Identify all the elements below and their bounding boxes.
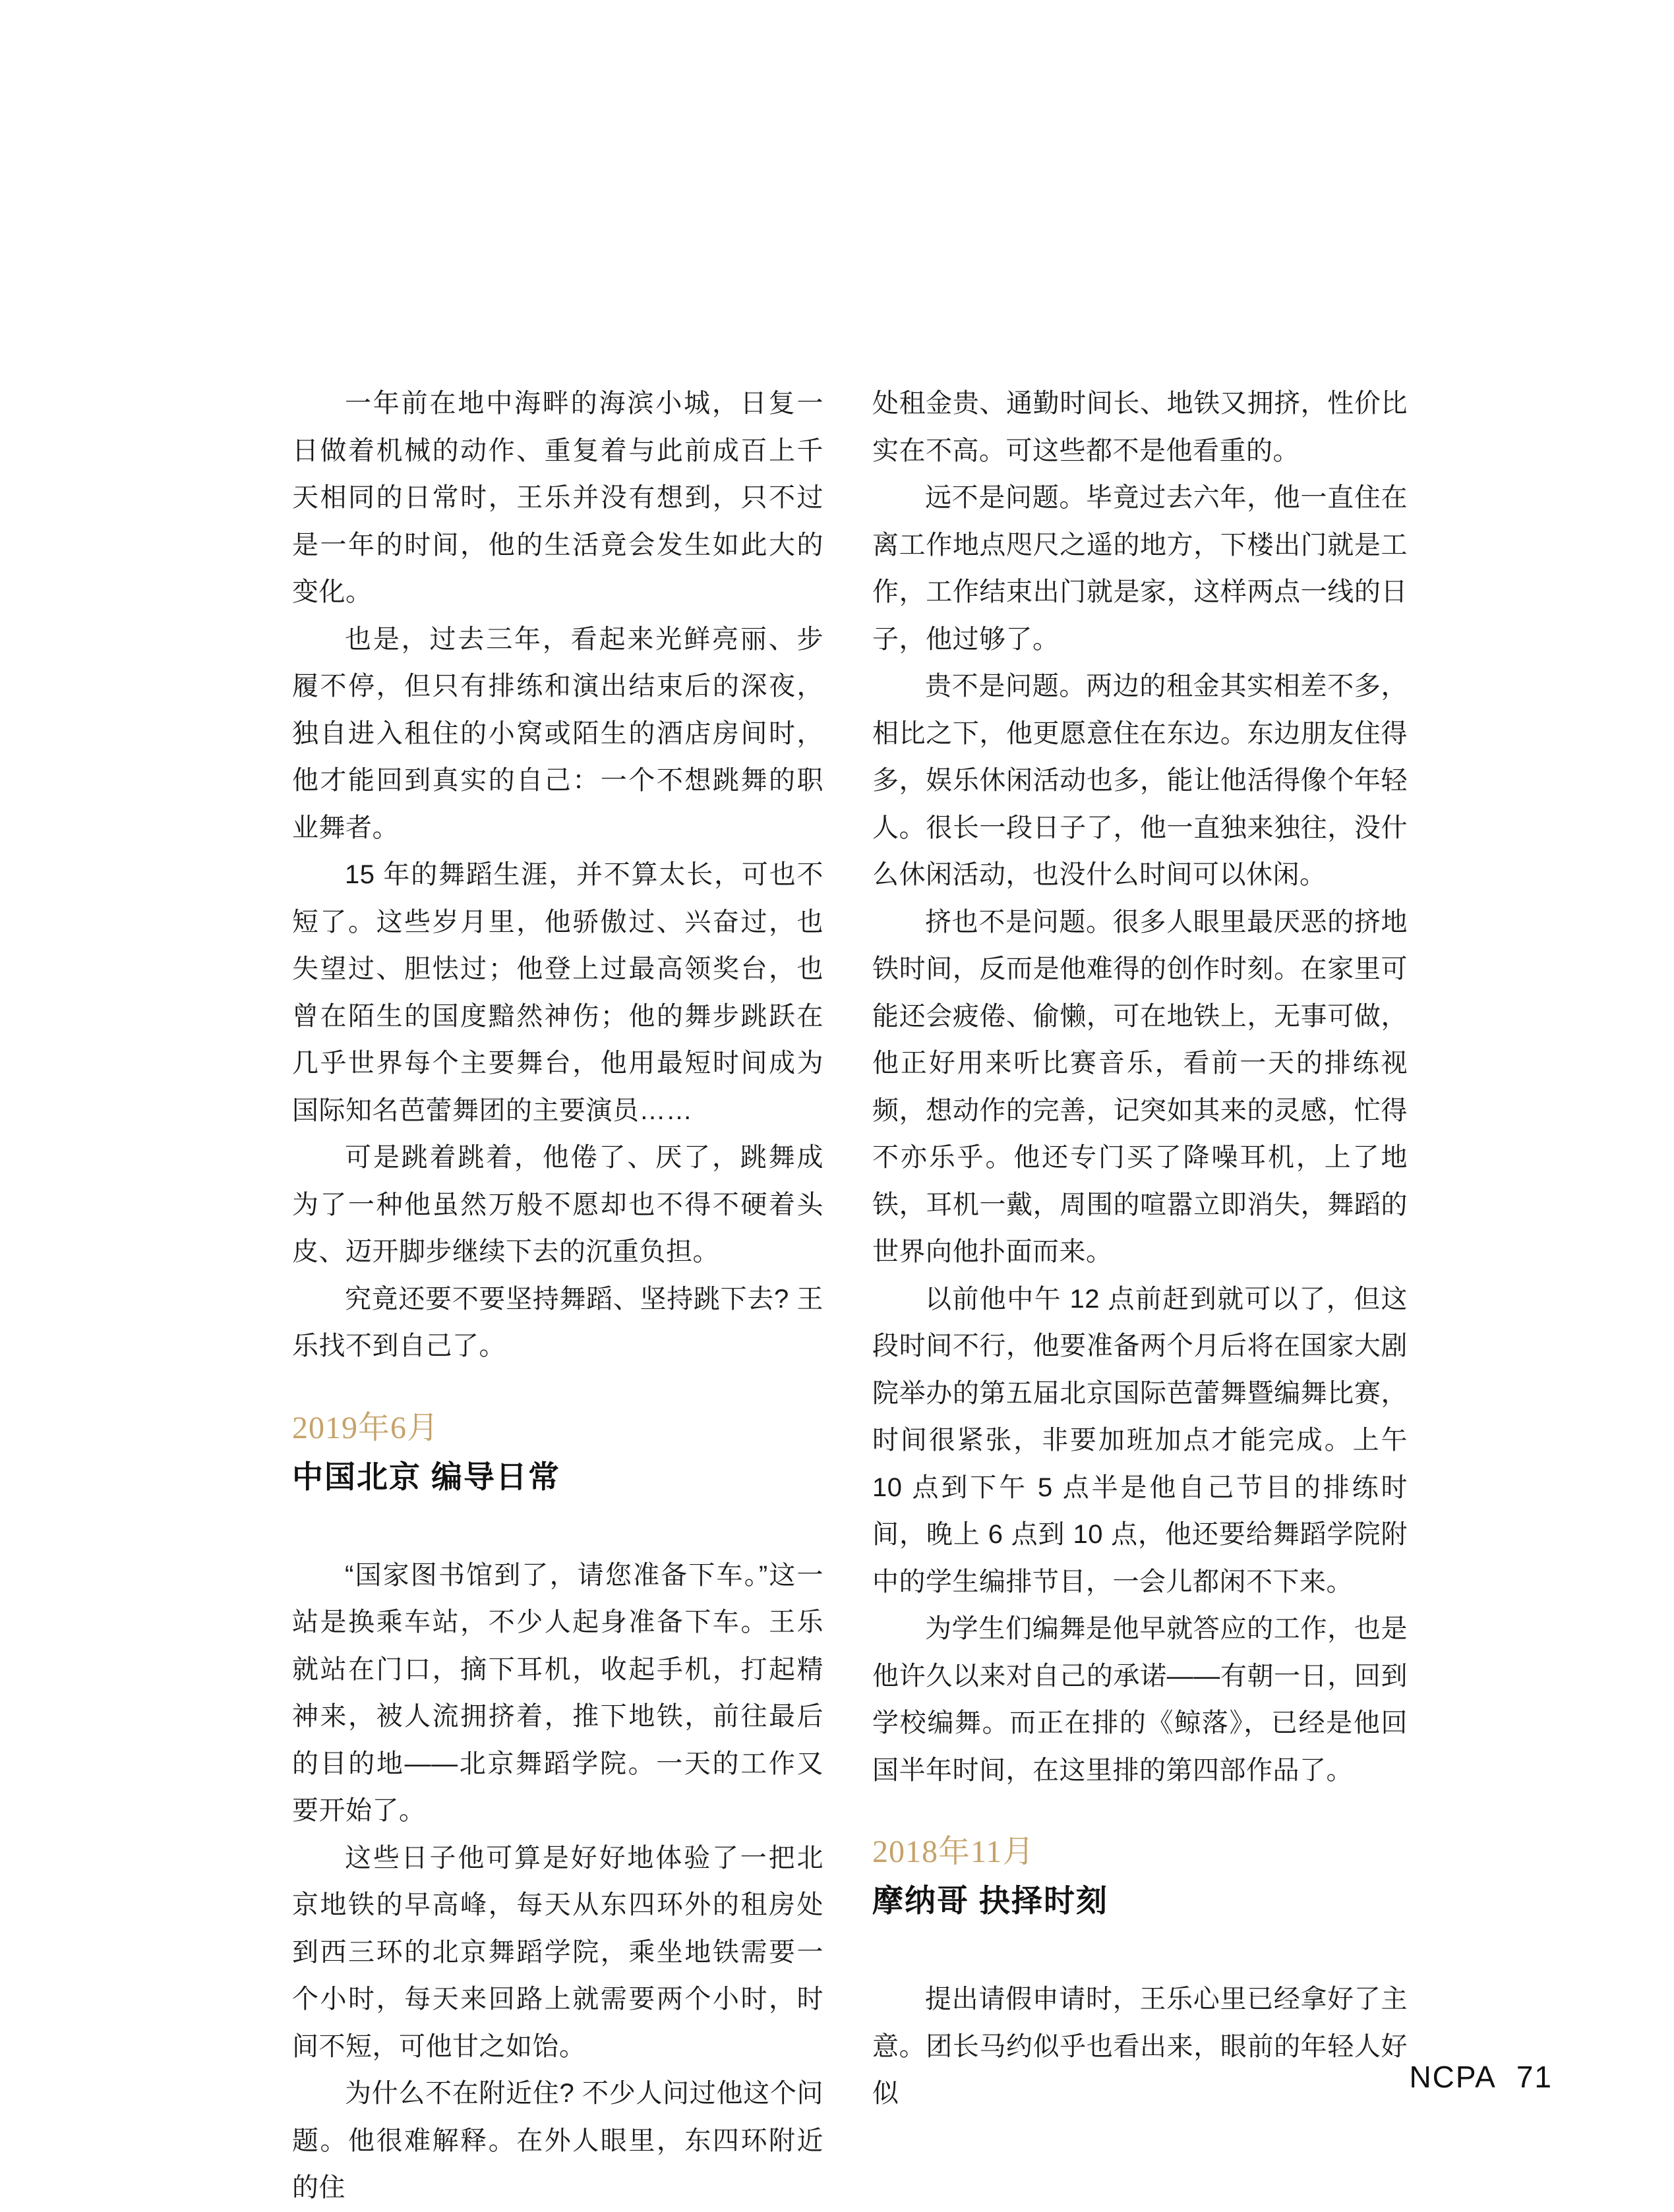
section-date-2018-11: 2018年11月 <box>872 1834 1035 1869</box>
magazine-brand: NCPA <box>1409 2060 1497 2094</box>
section-title-monaco: 摩纳哥 抉择时刻 <box>872 1883 1109 1918</box>
paragraph-continuation: 处租金贵、通勤时间长、地铁又拥挤，性价比实在不高。可这些都不是他看重的。 <box>872 389 1408 465</box>
paragraph: 为什么不在附近住? 不少人问过他这个问题。他很难解释。在外人眼里，东四环附近的住 <box>292 2079 823 2202</box>
right-column <box>872 380 1408 2118</box>
paragraph: 15 年的舞蹈生涯，并不算太长，可也不短了。这些岁月里，他骄傲过、兴奋过，也失望过、胆怯过；他登上过最高领奖台，也曾在陌生的国度黯然神伤；他的舞步跳跃在几乎世界每个主要舞台，他用最短时间成为国际知名芭蕾舞团的主要演员…… <box>292 860 823 1125</box>
paragraph: 为学生们编舞是他早就答应的工作，也是他许久以来对自己的承诺——有朝一日，回到学校编舞。而正在排的《鲸落》，已经是他回国半年时间，在这里排的第四部作品了。 <box>872 1614 1408 1785</box>
section-title-beijing: 中国北京 编导日常 <box>292 1459 561 1494</box>
paragraph: 一年前在地中海畔的海滨小城，日复一日做着机械的动作、重复着与此前成百上千天相同的日常时，王乐并没有想到，只不过是一年的时间，他的生活竟会发生如此大的变化。 <box>292 389 823 606</box>
paragraph: 挤也不是问题。很多人眼里最厌恶的挤地铁时间，反而是他难得的创作时刻。在家里可能还会疲倦、偷懒，可在地铁上，无事可做，他正好用来听比赛音乐，看前一天的排练视频，想动作的完善，记突如其来的灵感，忙得不亦乐乎。他还专门买了降噪耳机，上了地铁，耳机一戴，周围的喧嚣立即消失，舞蹈的世界向他扑面而来。 <box>872 907 1408 1266</box>
paragraph: 究竟还要不要坚持舞蹈、坚持跳下去? 王乐找不到自己了。 <box>292 1284 823 1360</box>
paragraph: 也是，过去三年，看起来光鲜亮丽、步履不停，但只有排练和演出结束后的深夜，独自进入租住的小窝或陌生的酒店房间时，他才能回到真实的自己：一个不想跳舞的职业舞者。 <box>292 624 823 842</box>
paragraph: 提出请假申请时，王乐心里已经拿好了主意。团长马约似乎也看出来，眼前的年轻人好似 <box>872 1985 1408 2108</box>
paragraph: “国家图书馆到了，请您准备下车。”这一站是换乘车站，不少人起身准备下车。王乐就站在门口，摘下耳机，收起手机，打起精神来，被人流拥挤着，推下地铁，前往最后的目的地——北京舞蹈学院。一天的工作又要开始了。 <box>292 1560 823 1825</box>
section-date-2019-06: 2019年6月 <box>292 1410 440 1445</box>
left-column <box>292 380 823 2212</box>
page-number: 71 <box>1516 2060 1553 2094</box>
paragraph: 这些日子他可算是好好地体验了一把北京地铁的早高峰，每天从东四环外的租房处到西三环的北京舞蹈学院，乘坐地铁需要一个小时，每天来回路上就需要两个小时，时间不短，可他甘之如饴。 <box>292 1843 823 2061</box>
paragraph: 可是跳着跳着，他倦了、厌了，跳舞成为了一种他虽然万般不愿却也不得不硬着头皮、迈开脚步继续下去的沉重负担。 <box>292 1143 823 1266</box>
paragraph: 以前他中午 12 点前赶到就可以了，但这段时间不行，他要准备两个月后将在国家大剧院举办的第五届北京国际芭蕾舞暨编舞比赛，时间很紧张，非要加班加点才能完成。上午 10 点到下午 5 点半是他自己节目的排练时间，晚上 6 点到 10 点，他还要给舞蹈学院附中的学生编排节目，一会儿都闲不下来。 <box>872 1284 1408 1596</box>
paragraph: 远不是问题。毕竟过去六年，他一直住在离工作地点咫尺之遥的地方，下楼出门就是工作，工作结束出门就是家，这样两点一线的日子，他过够了。 <box>872 483 1408 654</box>
page-footer <box>1409 2062 1553 2092</box>
paragraph: 贵不是问题。两边的租金其实相差不多，相比之下，他更愿意住在东边。东边朋友住得多，娱乐休闲活动也多，能让他活得像个年轻人。很长一段日子了，他一直独来独往，没什么休闲活动，也没什么时间可以休闲。 <box>872 672 1408 889</box>
